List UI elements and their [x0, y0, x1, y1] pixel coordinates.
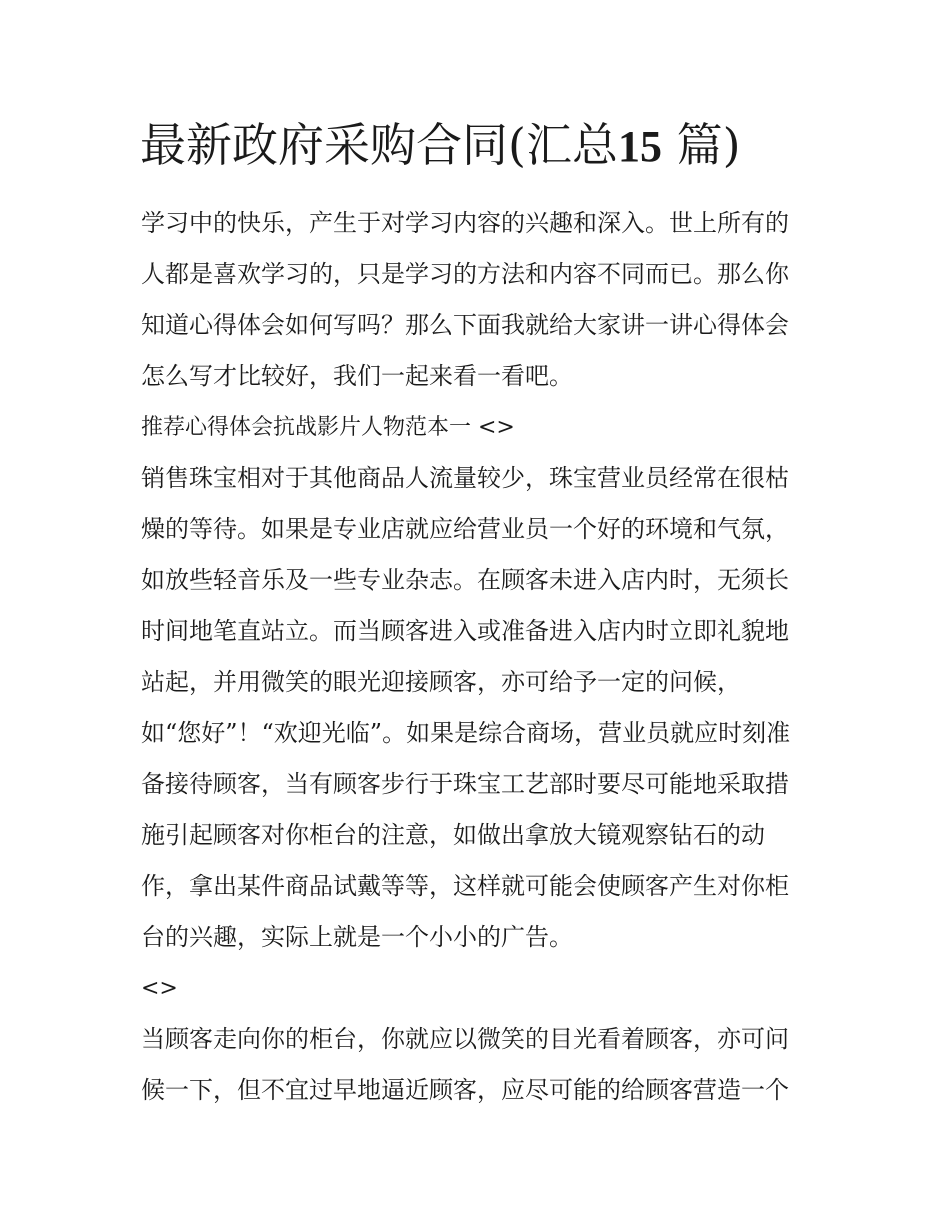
body-line: 时间地笔直站立。而当顾客进入或准备进入店内时立即礼貌地: [141, 617, 789, 645]
title-suffix: 篇): [676, 118, 741, 172]
body-line: 知道心得体会如何写吗？那么下面我就给大家讲一讲心得体会: [141, 311, 789, 339]
body-line: 学习中的快乐，产生于对学习内容的兴趣和深入。世上所有的: [141, 209, 789, 237]
page-title: [140, 112, 840, 180]
body-line: 怎么写才比较好，我们一起来看一看吧。: [141, 362, 573, 390]
body-line: 站起，并用微笑的眼光迎接顾客，亦可给予一定的问候，: [141, 668, 741, 696]
placeholder-marker: <>: [141, 976, 178, 1001]
section-heading: 推荐心得体会抗战影片人物范本一 <>: [141, 415, 515, 440]
body-line: 销售珠宝相对于其他商品人流量较少，珠宝营业员经常在很枯: [141, 464, 789, 492]
body-line: 如放些轻音乐及一些专业杂志。在顾客未进入店内时，无须长: [141, 566, 789, 594]
body-line: 人都是喜欢学习的，只是学习的方法和内容不同而已。那么你: [141, 260, 789, 288]
title-prefix: 最新政府采购合同(汇总: [140, 118, 618, 172]
title-number: 15: [617, 122, 662, 171]
document-body: [141, 198, 809, 1116]
body-line: 备接待顾客，当有顾客步行于珠宝工艺部时要尽可能地采取措: [141, 770, 789, 798]
body-line: 候一下，但不宜过早地逼近顾客，应尽可能的给顾客营造一个: [141, 1076, 789, 1104]
body-line: 台的兴趣，实际上就是一个小小的广告。: [141, 923, 573, 951]
body-line: 施引起顾客对你柜台的注意，如做出拿放大镜观察钻石的动: [141, 821, 765, 849]
body-line: 当顾客走向你的柜台，你就应以微笑的目光看着顾客，亦可问: [141, 1025, 789, 1053]
body-line: 作，拿出某件商品试戴等等，这样就可能会使顾客产生对你柜: [141, 872, 789, 900]
body-line: 如“您好”！“欢迎光临”。如果是综合商场，营业员就应时刻准: [141, 719, 791, 747]
body-line: 燥的等待。如果是专业店就应给营业员一个好的环境和气氛，: [141, 515, 789, 543]
